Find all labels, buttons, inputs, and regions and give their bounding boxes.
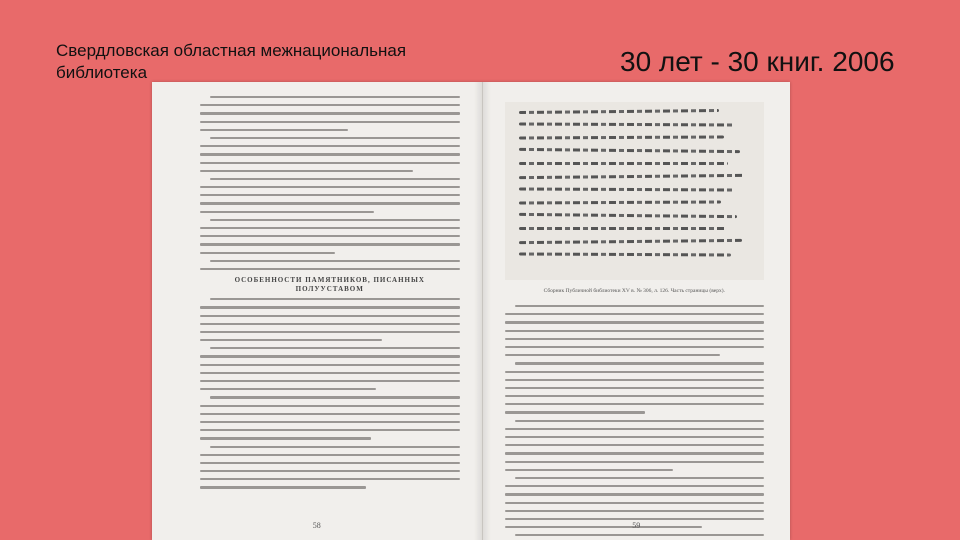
text-line — [210, 396, 460, 398]
text-line — [210, 298, 460, 300]
text-line — [505, 313, 765, 315]
text-line — [505, 321, 765, 323]
left-page-number: 58 — [312, 521, 321, 530]
text-line — [505, 502, 765, 504]
text-line — [505, 452, 765, 454]
text-line — [200, 331, 460, 333]
text-line — [200, 170, 413, 172]
text-line — [505, 428, 765, 430]
text-line — [515, 420, 765, 422]
text-line — [200, 121, 460, 123]
text-line — [515, 305, 765, 307]
text-line — [200, 153, 460, 155]
text-line — [200, 315, 460, 317]
text-line — [200, 186, 460, 188]
handwriting-line — [519, 162, 728, 165]
text-line — [200, 454, 460, 456]
text-line — [200, 339, 382, 341]
handwriting-line — [518, 135, 723, 139]
right-page-number: 59 — [632, 521, 641, 530]
illustration-caption: Сборник Публичной библиотеки XV в. № 306, л. 126. Часть страницы (верх). — [543, 288, 725, 294]
text-line — [200, 323, 460, 325]
text-line — [505, 403, 765, 405]
text-line — [505, 346, 765, 348]
text-line — [505, 436, 765, 438]
organization-title: Свердловская областная межнациональная библиотека — [56, 41, 407, 82]
left-page — [152, 82, 483, 540]
text-line — [505, 379, 765, 381]
text-line — [515, 477, 765, 479]
text-line — [505, 444, 765, 446]
text-line — [505, 518, 765, 520]
event-title: 30 лет - 30 книг. 2006 — [620, 46, 895, 77]
text-line — [505, 493, 765, 495]
text-line — [210, 137, 460, 139]
text-line — [200, 145, 460, 147]
text-line — [200, 413, 460, 415]
text-line — [200, 268, 460, 270]
text-line — [200, 306, 460, 308]
text-line — [200, 437, 371, 439]
text-line — [210, 260, 460, 262]
text-line — [200, 112, 460, 114]
text-line — [505, 510, 765, 512]
text-line — [200, 388, 376, 390]
left-page-text-bottom — [200, 298, 460, 489]
text-line — [200, 421, 460, 423]
handwriting-line — [518, 148, 739, 153]
handwriting-line — [518, 122, 734, 126]
text-line — [200, 355, 460, 357]
text-line — [200, 202, 460, 204]
right-page-text — [505, 305, 765, 540]
handwriting-line — [518, 109, 718, 114]
handwriting-line — [518, 187, 732, 191]
text-line — [210, 347, 460, 349]
text-line — [505, 469, 674, 471]
handwriting-line — [518, 213, 736, 218]
text-line — [505, 330, 765, 332]
text-line — [200, 478, 460, 480]
text-line — [200, 194, 460, 196]
text-line — [200, 104, 460, 106]
handwriting-line — [518, 174, 743, 179]
text-line — [505, 411, 645, 413]
text-line — [505, 338, 765, 340]
handwriting-line — [519, 227, 726, 230]
text-line — [210, 96, 460, 98]
text-line — [210, 178, 460, 180]
text-line — [200, 243, 460, 245]
text-line — [505, 395, 765, 397]
text-line — [200, 162, 460, 164]
text-line — [210, 446, 460, 448]
handwriting-line — [518, 200, 720, 204]
text-line — [200, 227, 460, 229]
text-line — [200, 211, 374, 213]
left-page-text-top — [200, 96, 460, 270]
text-line — [505, 371, 765, 373]
book-spread-photo — [152, 82, 790, 540]
text-line — [200, 429, 460, 431]
text-line — [200, 470, 460, 472]
text-line — [505, 461, 765, 463]
text-line — [200, 364, 460, 366]
text-line — [505, 354, 720, 356]
text-line — [200, 372, 460, 374]
text-line — [210, 219, 460, 221]
text-line — [200, 235, 460, 237]
handwriting-line — [518, 239, 741, 244]
text-line — [515, 362, 765, 364]
text-line — [505, 485, 765, 487]
left-page-heading: ОСОБЕННОСТИ ПАМЯТНИКОВ, ПИСАННЫХ ПОЛУУСТАВОМ — [234, 276, 425, 294]
text-line — [200, 129, 348, 131]
text-line — [200, 486, 366, 488]
text-line — [505, 387, 765, 389]
text-line — [200, 380, 460, 382]
manuscript-illustration — [505, 102, 765, 280]
text-line — [515, 534, 765, 536]
text-line — [200, 462, 460, 464]
handwriting-line — [518, 252, 730, 256]
right-page — [483, 82, 791, 540]
text-line — [200, 252, 335, 254]
text-line — [200, 405, 460, 407]
